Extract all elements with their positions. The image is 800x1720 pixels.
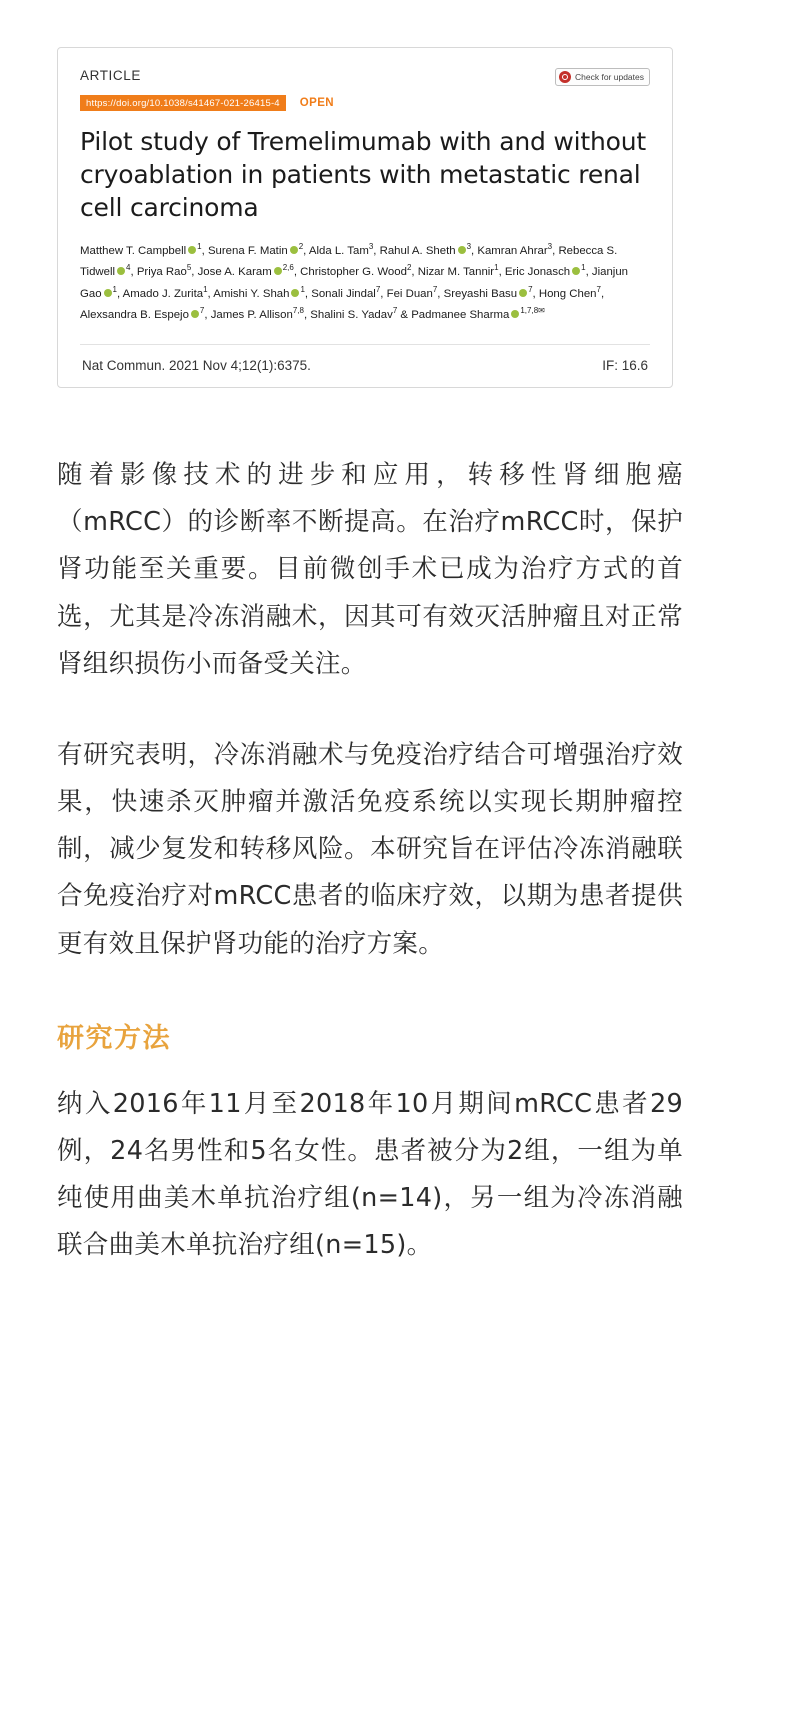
orcid-icon [572, 267, 580, 275]
journal-citation: Nat Commun. 2021 Nov 4;12(1):6375. [82, 357, 311, 373]
orcid-icon [458, 246, 466, 254]
orcid-icon [117, 267, 125, 275]
section-heading-methods: 研究方法 [57, 1022, 171, 1054]
paragraph-intro-1: 随着影像技术的进步和应用，转移性肾细胞癌（mRCC）的诊断率不断提高。在治疗mRCC时，保护肾功能至关重要。目前微创手术已成为治疗方式的首选，尤其是冷冻消融术，因其可有效灭活肿瘤且对正常肾组织损伤小而备受关注。 [57, 460, 683, 679]
open-access-label: OPEN [299, 97, 334, 109]
orcid-icon [519, 289, 527, 297]
orcid-icon [191, 310, 199, 318]
orcid-icon [188, 246, 196, 254]
orcid-icon [290, 246, 298, 254]
article-card-footer [80, 344, 650, 387]
orcid-icon [104, 289, 112, 297]
article-body [57, 452, 683, 1269]
impact-factor: IF: 16.6 [602, 357, 648, 373]
paragraph-intro-2: 有研究表明，冷冻消融术与免疫治疗结合可增强治疗效果，快速杀灭肿瘤并激活免疫系统以实现长期肿瘤控制，减少复发和转移风险。本研究旨在评估冷冻消融联合免疫治疗对mRCC患者的临床疗效，以期为患者提供更有效且保护肾功能的治疗方案。 [57, 739, 683, 959]
doi-row [80, 95, 650, 111]
orcid-icon [511, 310, 519, 318]
article-reference-card [57, 47, 673, 388]
paragraph-methods-1: 纳入2016年11月至2018年10月期间mRCC患者29例，24名男性和5名女性。患者被分为2组，一组为单纯使用曲美木单抗治疗组(n=14)，另一组为冷冻消融联合曲美木单抗治疗组(n=15)。 [57, 1088, 683, 1261]
article-title: Pilot study of Tremelimumab with and without cryoablation in patients with metastatic renal cell carcinoma [80, 127, 646, 222]
article-type-label: ARTICLE [80, 68, 141, 83]
doi-link[interactable]: https://doi.org/10.1038/s41467-021-26415-4 [80, 95, 286, 111]
orcid-icon [274, 267, 282, 275]
article-authors: Matthew T. Campbell $^1$, Surena F. Matin $^2$, Alda L. Tam$^3$, Rahul A. Sheth $^3$, Kamran Ahrar$^3$, Rebecca S. Tidwell $^4$, Priya Rao$^5$, Jose A. Karam $^{2,6}$, Christopher G. Wood$^2$, Nizar M. Tannir$^1$, Eric Jonasch $^1$, Jianjun Gao $^1$, Amado J. Zurita$^1$, Amishi Y. Shah $^1$, Sonali Jindal$^7$, Fei Duan$^7$, Sreyashi Basu $^7$, Hong Chen$^7$, Alexsandra B. Espejo $^7$, James P. Allison$^{7,8}$, Shalini S. Yadav$^7$ & Padmanee Sharma $^{1,7,8✉}$ [80, 242, 628, 322]
crossmark-icon [559, 71, 571, 83]
check-for-updates-badge[interactable] [555, 68, 650, 86]
orcid-icon [291, 289, 299, 297]
article-card-header [80, 68, 650, 86]
check-for-updates-label: Check for updates [575, 72, 644, 82]
